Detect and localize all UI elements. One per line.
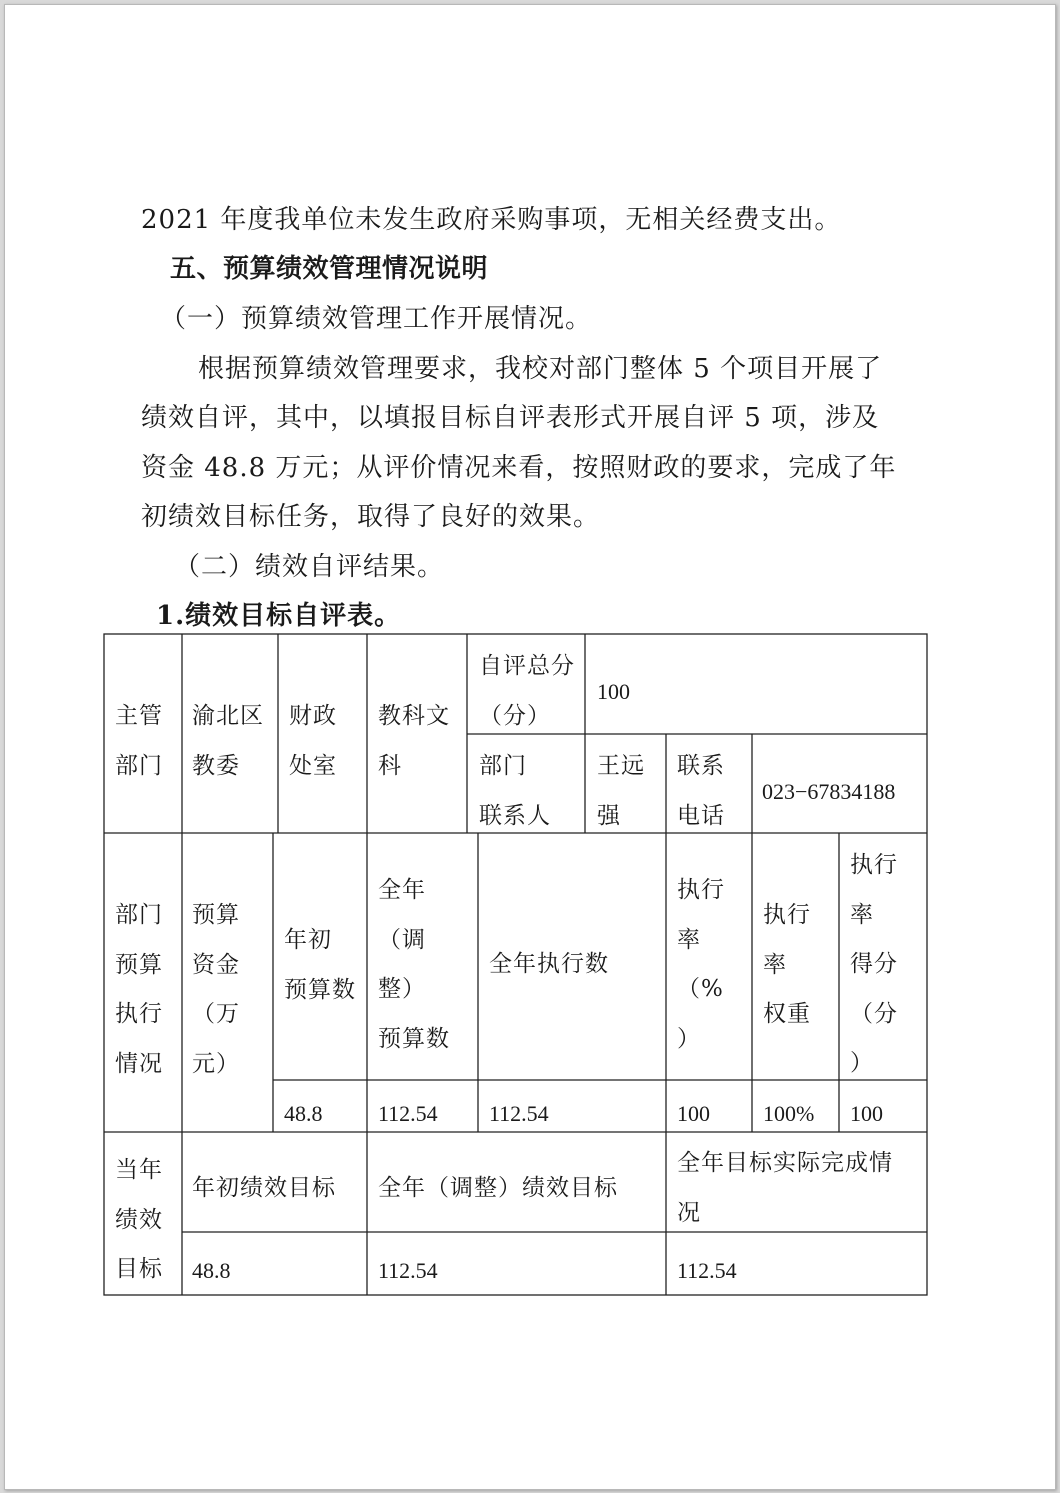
cell-exec-label: 部门 预算 执行 情况 <box>115 902 163 1077</box>
cell-score-value: 100 <box>597 679 630 704</box>
cell-exec-weight-label: 执行 率 权重 <box>763 902 811 1027</box>
cell-exec-weight-value: 100% <box>763 1101 815 1126</box>
cell-exec-rate-label: 执行 率 （% ） <box>677 877 725 1052</box>
cell-adjusted-budget-value: 112.54 <box>378 1101 438 1126</box>
section-heading-5: 五、预算绩效管理情况说明 <box>170 254 489 284</box>
cell-dept-value: 渝北区 教委 <box>192 703 264 779</box>
cell-exec-score-value: 100 <box>850 1101 883 1126</box>
cell-contact-label: 部门 联系人 <box>479 753 551 829</box>
cell-finance-label: 财政 处室 <box>289 703 337 779</box>
table-heading: 1.绩效目标自评表。 <box>156 601 402 631</box>
paragraph-line-3: 资金 48.8 万元；从评价情况来看，按照财政的要求，完成了年 <box>141 453 897 483</box>
paragraph-line-1: 根据预算绩效管理要求，我校对部门整体 5 个项目开展了 <box>198 354 883 384</box>
subheading-1: （一）预算绩效管理工作开展情况。 <box>160 304 593 334</box>
cell-goal-initial-value: 48.8 <box>192 1258 231 1283</box>
cell-score-label: 自评总分 （分） <box>479 653 575 729</box>
cell-contact-value: 王远 强 <box>597 753 645 829</box>
subheading-2: （二）绩效自评结果。 <box>174 552 445 582</box>
cell-goal-adjusted-label: 全年（调整）绩效目标 <box>378 1175 618 1201</box>
cell-goal-adjusted-value: 112.54 <box>378 1258 438 1283</box>
cell-initial-budget-label: 年初 预算数 <box>284 927 356 1003</box>
cell-finance-value: 教科文 科 <box>378 703 450 779</box>
cell-goal-actual-value: 112.54 <box>677 1258 737 1283</box>
paragraph-line-2: 绩效自评，其中，以填报目标自评表形式开展自评 5 项，涉及 <box>141 403 880 433</box>
cell-exec-rate-value: 100 <box>677 1101 710 1126</box>
paragraph-procurement: 2021 年度我单位未发生政府采购事项，无相关经费支出。 <box>141 205 842 235</box>
cell-dept-label: 主管 部门 <box>115 703 163 779</box>
cell-initial-budget-value: 48.8 <box>284 1101 323 1126</box>
cell-goal-actual-label: 全年目标实际完成情 况 <box>677 1150 893 1226</box>
cell-phone-value: 023−67834188 <box>762 779 896 804</box>
cell-adjusted-budget-label: 全年 （调 整） 预算数 <box>378 877 450 1052</box>
cell-goal-label: 当年 绩效 目标 <box>115 1157 163 1282</box>
cell-annual-exec-value: 112.54 <box>489 1101 549 1126</box>
paragraph-line-4: 初绩效目标任务，取得了良好的效果。 <box>141 502 601 532</box>
cell-phone-label: 联系 电话 <box>677 753 725 829</box>
cell-goal-initial-label: 年初绩效目标 <box>192 1175 336 1201</box>
cell-annual-exec-label: 全年执行数 <box>489 951 609 977</box>
cell-exec-score-label: 执行 率 得分 （分 ） <box>850 852 898 1076</box>
cell-funds-label: 预算 资金 （万 元） <box>192 902 240 1077</box>
